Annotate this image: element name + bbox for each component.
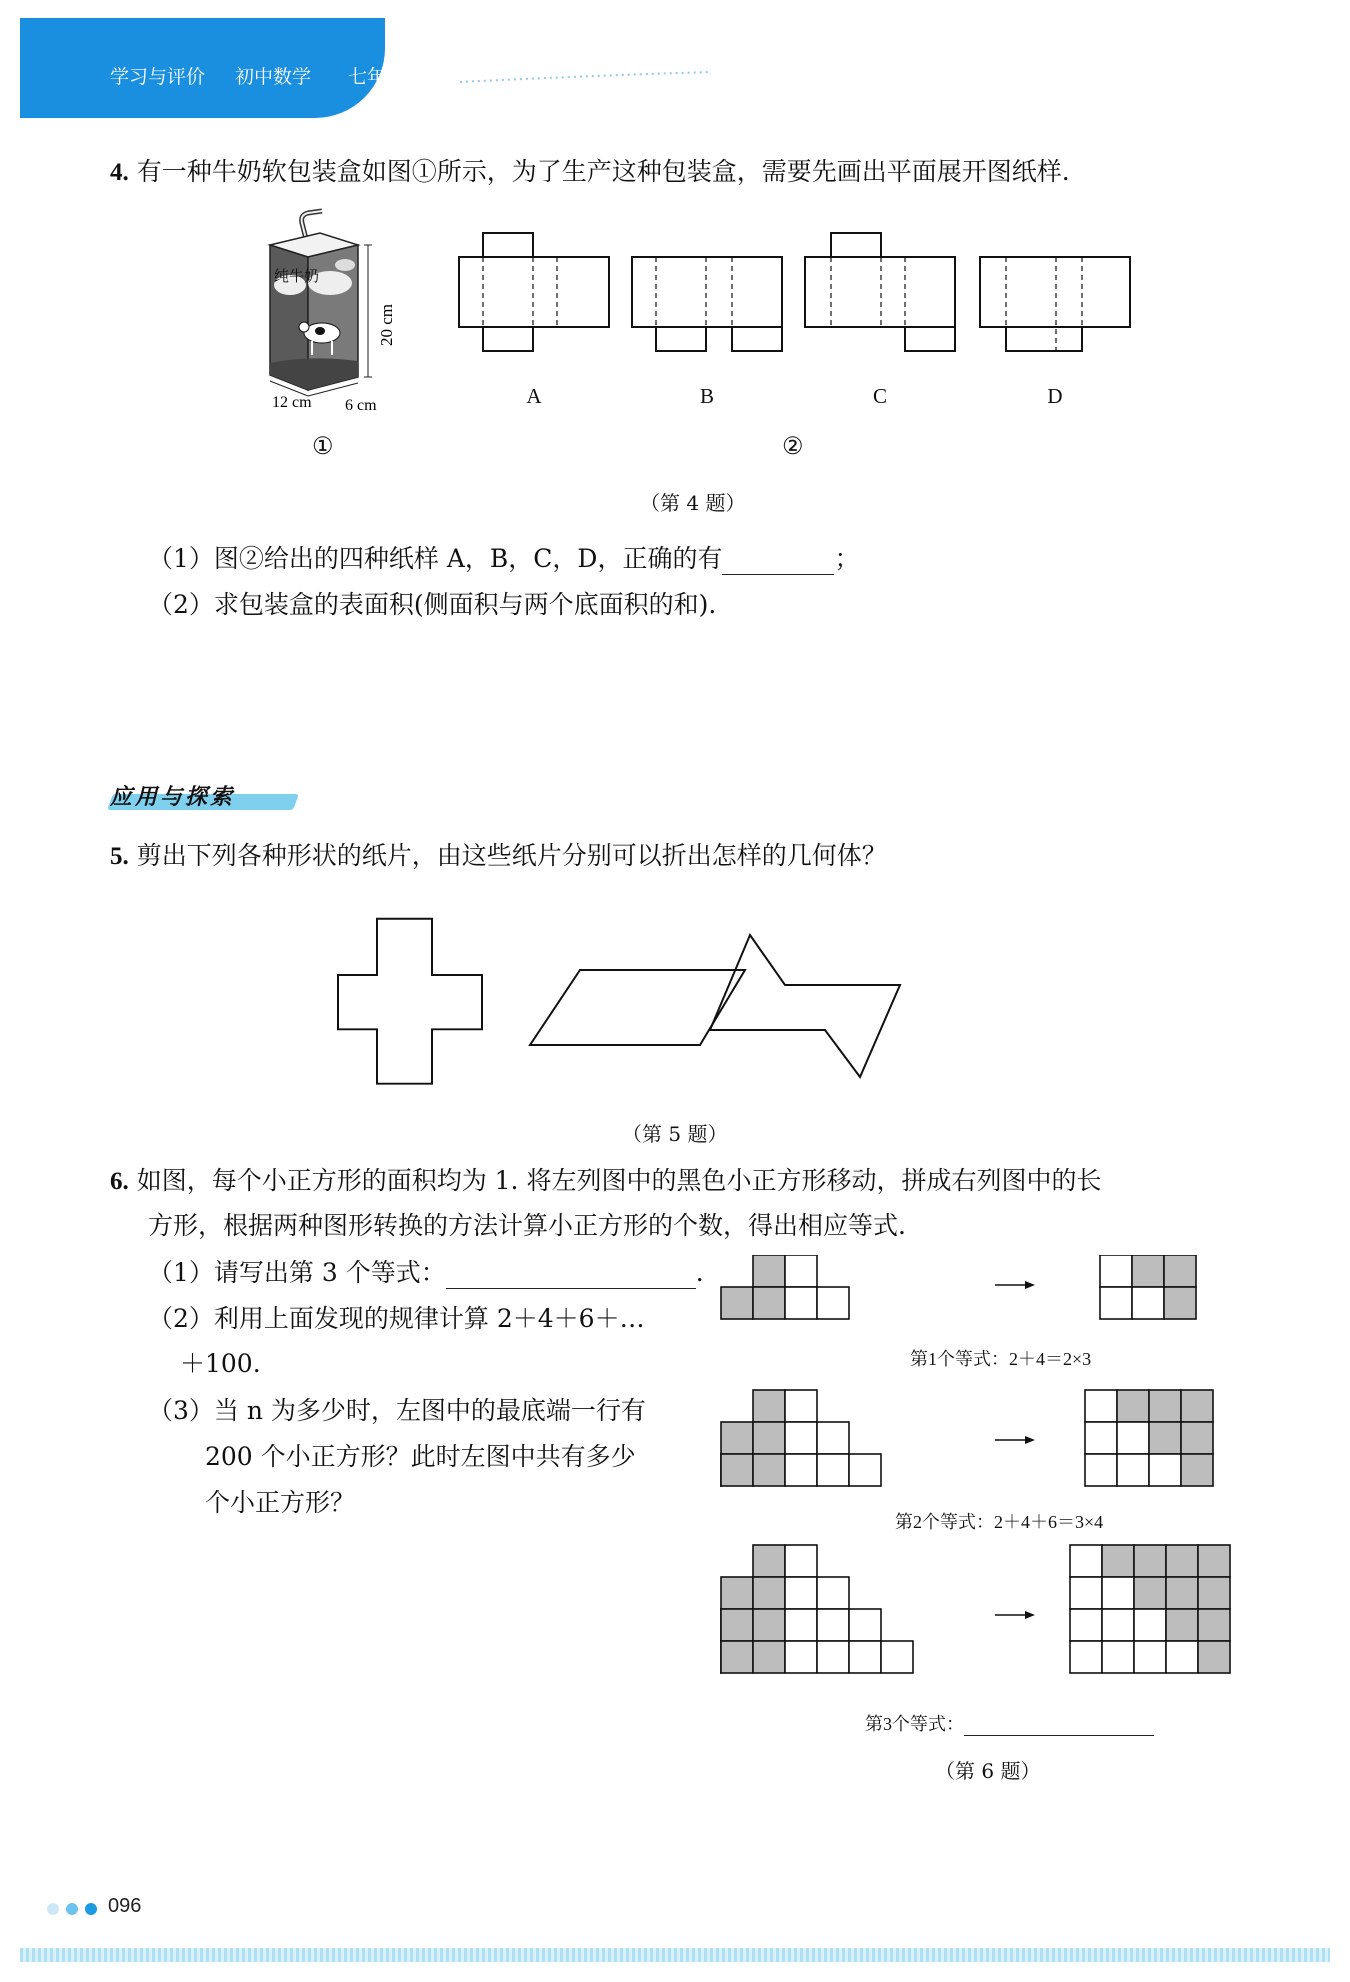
right-grid-cell xyxy=(1070,1641,1102,1673)
q4-sub1 xyxy=(148,543,859,575)
net-c xyxy=(805,233,955,351)
q6-text-line2: 方形，根据两种图形转换的方法计算小正方形的个数，得出相应等式. xyxy=(148,1211,906,1240)
right-grid-cell xyxy=(1149,1422,1181,1454)
footer-dot xyxy=(66,1903,78,1915)
right-grid-cell xyxy=(1181,1454,1213,1486)
arrow-head xyxy=(1025,1611,1035,1619)
q6-sub1-text: （1）请写出第 3 个等式： xyxy=(148,1258,446,1287)
right-grid-cell xyxy=(1085,1422,1117,1454)
left-grid-cell xyxy=(753,1287,785,1319)
q6-grid-figures xyxy=(720,1255,1250,1695)
right-grid-cell xyxy=(1117,1422,1149,1454)
right-grid-cell xyxy=(1164,1287,1196,1319)
footer-decoration xyxy=(20,1948,1330,1962)
left-grid-cell xyxy=(721,1577,753,1609)
right-grid-cell xyxy=(1102,1641,1134,1673)
right-grid-cell xyxy=(1149,1390,1181,1422)
right-grid-cell xyxy=(1070,1609,1102,1641)
right-grid-cell xyxy=(1181,1390,1213,1422)
left-grid-cell xyxy=(721,1609,753,1641)
right-grid-cell xyxy=(1166,1641,1198,1673)
right-grid-cell xyxy=(1134,1577,1166,1609)
right-grid-cell xyxy=(1166,1577,1198,1609)
fig1-mark: ① xyxy=(312,432,334,460)
q6-caption: （第 6 题） xyxy=(935,1759,1041,1783)
q6-eq3 xyxy=(865,1710,1154,1736)
header-grade: 七年级上册 xyxy=(348,67,444,88)
right-grid-cell xyxy=(1198,1545,1230,1577)
milk-carton-figure xyxy=(250,205,420,420)
left-grid-cell xyxy=(785,1577,817,1609)
option-c-label: C xyxy=(872,384,888,408)
footer-dot xyxy=(47,1903,59,1915)
left-grid-cell xyxy=(721,1454,753,1486)
left-grid-cell xyxy=(881,1641,913,1673)
z-shape xyxy=(710,935,900,1077)
right-grid-cell xyxy=(1070,1577,1102,1609)
right-grid-cell xyxy=(1102,1577,1134,1609)
q5-stem: 剪出下列各种形状的纸片，由这些纸片分别可以折出怎样的几何体？ xyxy=(136,841,887,870)
right-grid-cell xyxy=(1132,1287,1164,1319)
q6-eq3-answer-blank[interactable] xyxy=(964,1715,1154,1736)
q6-eq1: 第1个等式：2＋4＝2×3 xyxy=(910,1349,1092,1369)
q5-caption: （第 5 题） xyxy=(622,1122,728,1146)
q6-text-line1 xyxy=(110,1165,1101,1198)
net-b xyxy=(632,257,782,351)
q6-sub2-line1: （2）利用上面发现的规律计算 2＋4＋6＋… xyxy=(148,1304,645,1333)
option-d-label: D xyxy=(1047,384,1063,408)
left-grid-cell xyxy=(785,1545,817,1577)
net-a xyxy=(459,233,609,351)
left-grid-cell xyxy=(785,1454,817,1486)
right-grid-cell xyxy=(1181,1422,1213,1454)
right-grid-cell xyxy=(1085,1390,1117,1422)
right-grid-cell xyxy=(1198,1577,1230,1609)
left-grid-cell xyxy=(817,1609,849,1641)
header-dotted-line xyxy=(460,70,710,86)
right-grid-cell xyxy=(1132,1255,1164,1287)
right-grid-cell xyxy=(1134,1641,1166,1673)
right-grid-cell xyxy=(1100,1287,1132,1319)
page-number: 096 xyxy=(108,1895,142,1917)
section-tag xyxy=(110,780,300,812)
dim-length: 12 cm xyxy=(272,394,312,411)
fig2-mark: ② xyxy=(782,432,804,460)
section-title: 应用与探索 xyxy=(110,785,236,810)
q6-sub1 xyxy=(148,1257,704,1289)
right-grid-cell xyxy=(1149,1454,1181,1486)
nets-figure xyxy=(450,225,1140,415)
q6-sub3-line3: 个小正方形？ xyxy=(205,1488,356,1517)
left-grid-cell xyxy=(785,1641,817,1673)
left-grid-cell xyxy=(849,1454,881,1486)
q6-sub1-end: . xyxy=(695,1258,704,1287)
option-a-label: A xyxy=(526,384,542,408)
right-grid-cell xyxy=(1085,1454,1117,1486)
q5-number: 5. xyxy=(110,843,129,870)
q4-sub1-end: ； xyxy=(834,544,860,573)
right-grid-cell xyxy=(1166,1609,1198,1641)
left-grid-cell xyxy=(785,1422,817,1454)
left-grid-cell xyxy=(817,1577,849,1609)
left-grid-cell xyxy=(721,1287,753,1319)
left-grid-cell xyxy=(721,1422,753,1454)
cross-shape xyxy=(338,919,482,1084)
left-grid-cell xyxy=(849,1641,881,1673)
right-grid-cell xyxy=(1102,1545,1134,1577)
q6-sub3-line2: 200 个小正方形？此时左图中共有多少 xyxy=(205,1442,636,1471)
right-grid-cell xyxy=(1134,1609,1166,1641)
q4-sub2: （2）求包装盒的表面积(侧面积与两个底面积的和). xyxy=(148,590,717,619)
carton-label: 纯牛奶 xyxy=(274,267,320,285)
q4-stem: 有一种牛奶软包装盒如图①所示，为了生产这种包装盒，需要先画出平面展开图纸样. xyxy=(136,157,1070,186)
header-subject: 初中数学 xyxy=(235,67,312,88)
q4-caption: （第 4 题） xyxy=(640,491,746,515)
right-grid-cell xyxy=(1134,1545,1166,1577)
left-grid-cell xyxy=(785,1287,817,1319)
right-grid-cell xyxy=(1117,1454,1149,1486)
q6-eq3-label: 第3个等式： xyxy=(865,1714,964,1734)
right-grid-cell xyxy=(1102,1609,1134,1641)
left-grid-cell xyxy=(753,1454,785,1486)
option-b-label: B xyxy=(699,384,715,408)
q5-shapes xyxy=(330,915,1020,1090)
parallelogram-shape xyxy=(530,970,745,1045)
q6-eq2: 第2个等式：2＋4＋6＝3×4 xyxy=(895,1512,1104,1532)
left-grid-cell xyxy=(753,1609,785,1641)
left-grid-cell xyxy=(785,1255,817,1287)
left-grid-cell xyxy=(817,1422,849,1454)
net-d xyxy=(980,257,1130,351)
left-grid-cell xyxy=(817,1454,849,1486)
header-series: 学习与评价 xyxy=(110,67,206,88)
left-grid-cell xyxy=(753,1390,785,1422)
arrow-head xyxy=(1025,1281,1035,1289)
left-grid-cell xyxy=(753,1641,785,1673)
arrow-head xyxy=(1025,1436,1035,1444)
left-grid-cell xyxy=(753,1577,785,1609)
right-grid-cell xyxy=(1117,1390,1149,1422)
q6-sub2-line2: ＋100. xyxy=(180,1349,261,1378)
q4-text xyxy=(110,156,1070,189)
left-grid-cell xyxy=(753,1422,785,1454)
right-grid-cell xyxy=(1198,1609,1230,1641)
left-grid-cell xyxy=(785,1609,817,1641)
q5-text xyxy=(110,840,887,873)
footer-dot xyxy=(85,1903,97,1915)
left-grid-cell xyxy=(721,1641,753,1673)
right-grid-cell xyxy=(1198,1641,1230,1673)
left-grid-cell xyxy=(753,1545,785,1577)
left-grid-cell xyxy=(849,1609,881,1641)
q6-sub1-answer-blank[interactable] xyxy=(446,1262,696,1289)
left-grid-cell xyxy=(817,1641,849,1673)
q4-sub1-answer-blank[interactable] xyxy=(722,548,834,575)
dim-height: 20 cm xyxy=(377,303,396,347)
right-grid-cell xyxy=(1164,1255,1196,1287)
left-grid-cell xyxy=(817,1287,849,1319)
q4-number: 4. xyxy=(110,159,129,186)
right-grid-cell xyxy=(1166,1545,1198,1577)
left-grid-cell xyxy=(753,1255,785,1287)
dim-width: 6 cm xyxy=(345,397,377,414)
left-grid-cell xyxy=(785,1390,817,1422)
q4-sub1-text: （1）图②给出的四种纸样 A，B，C，D，正确的有 xyxy=(148,544,723,573)
q6-stem1: 如图，每个小正方形的面积均为 1. 将左列图中的黑色小正方形移动，拼成右列图中的长 xyxy=(136,1166,1102,1195)
right-grid-cell xyxy=(1070,1545,1102,1577)
q6-number: 6. xyxy=(110,1168,129,1195)
q6-sub3-line1: （3）当 n 为多少时，左图中的最底端一行有 xyxy=(148,1396,646,1425)
right-grid-cell xyxy=(1100,1255,1132,1287)
